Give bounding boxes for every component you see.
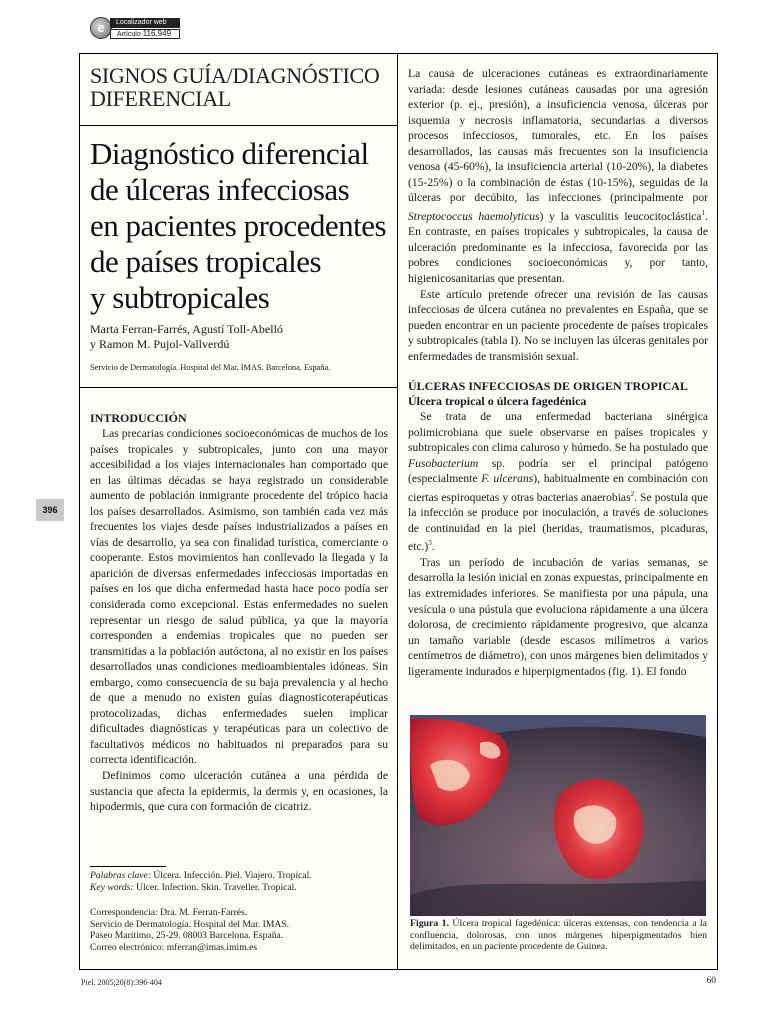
- ulcer-photo: [410, 715, 706, 916]
- correspondence-line: Correspondencia: Dra. M. Ferran-Farrés.: [90, 907, 248, 918]
- column-divider: [397, 54, 398, 969]
- intro-paragraph-1: Las precarias condiciones socioeconómicas de muchos de los países tropicales y subtropicales, junto con una mayor accesibilidad a los viajes internacionales han comportado que en las últimas décadas se haya registrado un considerable aumento de población inmigrante procedente del trópico hacia los países desarrollados. Asimismo, son también cada vez más frecuentes los viajes desde países industrializados a países en vías de desarrollo, ya sea con finalidad turística, comerciante o cooperante. Estos movimientos han conllevado la llegada y la aparición de diversas enfermedades infecciosas importadas en países en los que dicha enfermedad hasta hace poco podía ser considerada como excepcional. Estas enfermedades no suelen representar un riesgo de salud pública, ya que la mayoría corresponden a endemias tropicales que no pueden ser transmitidas a la población autóctona, al no existir en los países desarrollados unas condiciones medioambientales idóneas. Sin embargo, como consecuencia de su baja prevalencia y al hecho de que a menudo no existen guías diagnosticoterapéuticas protocolizadas, dichas enfermedades suelen implicar dificultades diagnósticas y terapéuticas para un colectivo de facultativos médicos no habituados ni preparados para su correcta identificación.: [90, 427, 388, 767]
- authors-line: y Ramon M. Pujol-Vallverdú: [90, 337, 230, 351]
- figure-label: Figura 1.: [410, 918, 450, 929]
- correspondence-line: Servicio de Dermatología. Hospital del Mar. IMAS.: [90, 918, 290, 930]
- figure-caption-text: Úlcera tropical fagedénica: úlceras extensas, con tendencia a la confluencia, dolorosas, con unos márgenes hiperpigmentados bien delimitados, en un paciente procedente de Guinea.: [410, 918, 708, 952]
- intro-paragraph-2: Definimos como ulceración cutánea a una pérdida de sustancia que afecta la epidermis, la dermis y, en ocasiones, la hipodermis, que cura con formación de cicatriz.: [90, 769, 388, 814]
- web-locator-icon: e: [90, 17, 112, 39]
- header-divider: [80, 387, 397, 388]
- page-number: 60: [706, 976, 716, 986]
- article-frame: [79, 53, 718, 970]
- correspondence-email[interactable]: Correo electrónico: mferran@imas.imim.es: [90, 941, 258, 953]
- title-line: y subtropicales: [90, 280, 270, 315]
- figure-1-caption: [410, 918, 707, 953]
- web-locator-label: Localizador web: [110, 18, 180, 28]
- keywords-block: [90, 866, 388, 894]
- left-column-text: [90, 411, 388, 815]
- subsection-heading: Úlcera tropical o úlcera fagedénica: [408, 394, 587, 409]
- authors: [90, 322, 390, 352]
- article-prefix: Artículo: [117, 31, 141, 38]
- keywords-en-label: Key words:: [90, 882, 134, 893]
- article-locator: [110, 29, 180, 39]
- keywords-es-value: Úlcera. Infección. Piel. Viajero. Tropical.: [153, 870, 312, 881]
- web-locator-badge: [90, 15, 182, 43]
- keywords-rule: [90, 866, 166, 867]
- figure-1-image: [410, 715, 706, 916]
- title-line: Diagnóstico diferencial: [90, 136, 369, 171]
- article-number: 116.949: [142, 29, 172, 38]
- right-column-text: [408, 66, 708, 679]
- section-divider: [80, 125, 397, 126]
- page-number-badge: 396: [36, 499, 64, 521]
- article-title: [90, 136, 390, 316]
- correspondence: [90, 907, 388, 953]
- keywords-es: [90, 870, 388, 882]
- right-paragraph-2: Este artículo pretende ofrecer una revisión de las causas infecciosas de úlcera cutánea no prevalentes en España, que se pueden encontrar en un paciente procedente de países tropicales y subtropicales (tabla I). No se incluyen las úlceras genitales por enfermedades de transmisión sexual.: [408, 287, 708, 363]
- keywords-en-value: Ulcer. Infection. Skin. Traveller. Tropical.: [136, 882, 297, 893]
- title-line: de países tropicales: [90, 244, 322, 279]
- section-heading: ÚLCERAS INFECCIOSAS DE ORIGEN TROPICAL: [408, 379, 688, 394]
- keywords-en: [90, 882, 388, 894]
- intro-heading: INTRODUCCIÓN: [90, 411, 187, 425]
- title-line: en pacientes procedentes: [90, 208, 387, 243]
- right-paragraph-3: Se trata de una enfermedad bacteriana sinérgica polimicrobiana que suele observarse en países tropicales y subtropicales con clima caluroso y húmedo. Se ha postulado que Fusobacterium sp. podría ser el principal patógeno (especialmente F. ulcerans), habitualmente en combinación con ciertas espiroquetas y otras bacterias anaerobias$^2$. Se postula que la infección se produce por inoculación, a través de soluciones de continuidad en la piel (heridas, traumatismos, picaduras, etc.)$^3$.: [408, 410, 709, 554]
- section-label: SIGNOS GUÍA/DIAGNÓSTICO DIFERENCIAL: [90, 63, 380, 111]
- authors-line: Marta Ferran-Farrés, Agustí Toll-Abelló: [90, 322, 283, 336]
- keywords-es-label: Palabras clave:: [90, 870, 152, 881]
- correspondence-line: Paseo Marítimo, 25-29. 08003 Barcelona. España.: [90, 930, 284, 941]
- affiliation: Servicio de Dermatología. Hospital del Mar. IMAS. Barcelona. España.: [90, 363, 331, 372]
- journal-citation: Piel. 2005;20(8):396-404: [81, 978, 162, 987]
- right-paragraph-1: La causa de ulceraciones cutáneas es extraordinariamente variada: desde lesiones cutáneas causadas por una agresión exterior (p. ej., presión), a insuficiencia venosa, úlceras por isquemia y necrosis inflamatoria, secundarias a diversos procesos infecciosos, tumorales, etc. En los países desarrollados, las causas más frecuentes son la insuficiencia venosa (45-60%), la insuficiencia arterial (10-20%), la diabetes (15-25%) o la combinación de éstas (10-15%), seguidas de la úlceras por decúbito, las infecciones (principalmente por Streptococcus haemolyticus) y la vasculitis leucocitoclástica$^1$. En contraste, en países tropicales y subtropicales, la causa de ulceración predominante es la infecciosa, favorecida por las pobres condiciones socioeconómicas y, por tanto, higienicosanitarias que presentan.: [408, 67, 708, 285]
- right-paragraph-4: Tras un período de incubación de varias semanas, se desarrolla la lesión inicial en zonas expuestas, principalmente en las extremidades inferiores. Se manifiesta por una pápula, una vesícula o una pústula que evoluciona rápidamente a una úlcera dolorosa, de crecimiento rápidamente progresivo, que alcanza un tamaño variable (desde escasos milímetros a varios centímetros de diámetro), con unos márgenes bien delimitados y ligeramente indurados e hiperpigmentados (fig. 1). El fondo: [408, 555, 708, 678]
- title-line: de úlceras infecciosas: [90, 172, 350, 207]
